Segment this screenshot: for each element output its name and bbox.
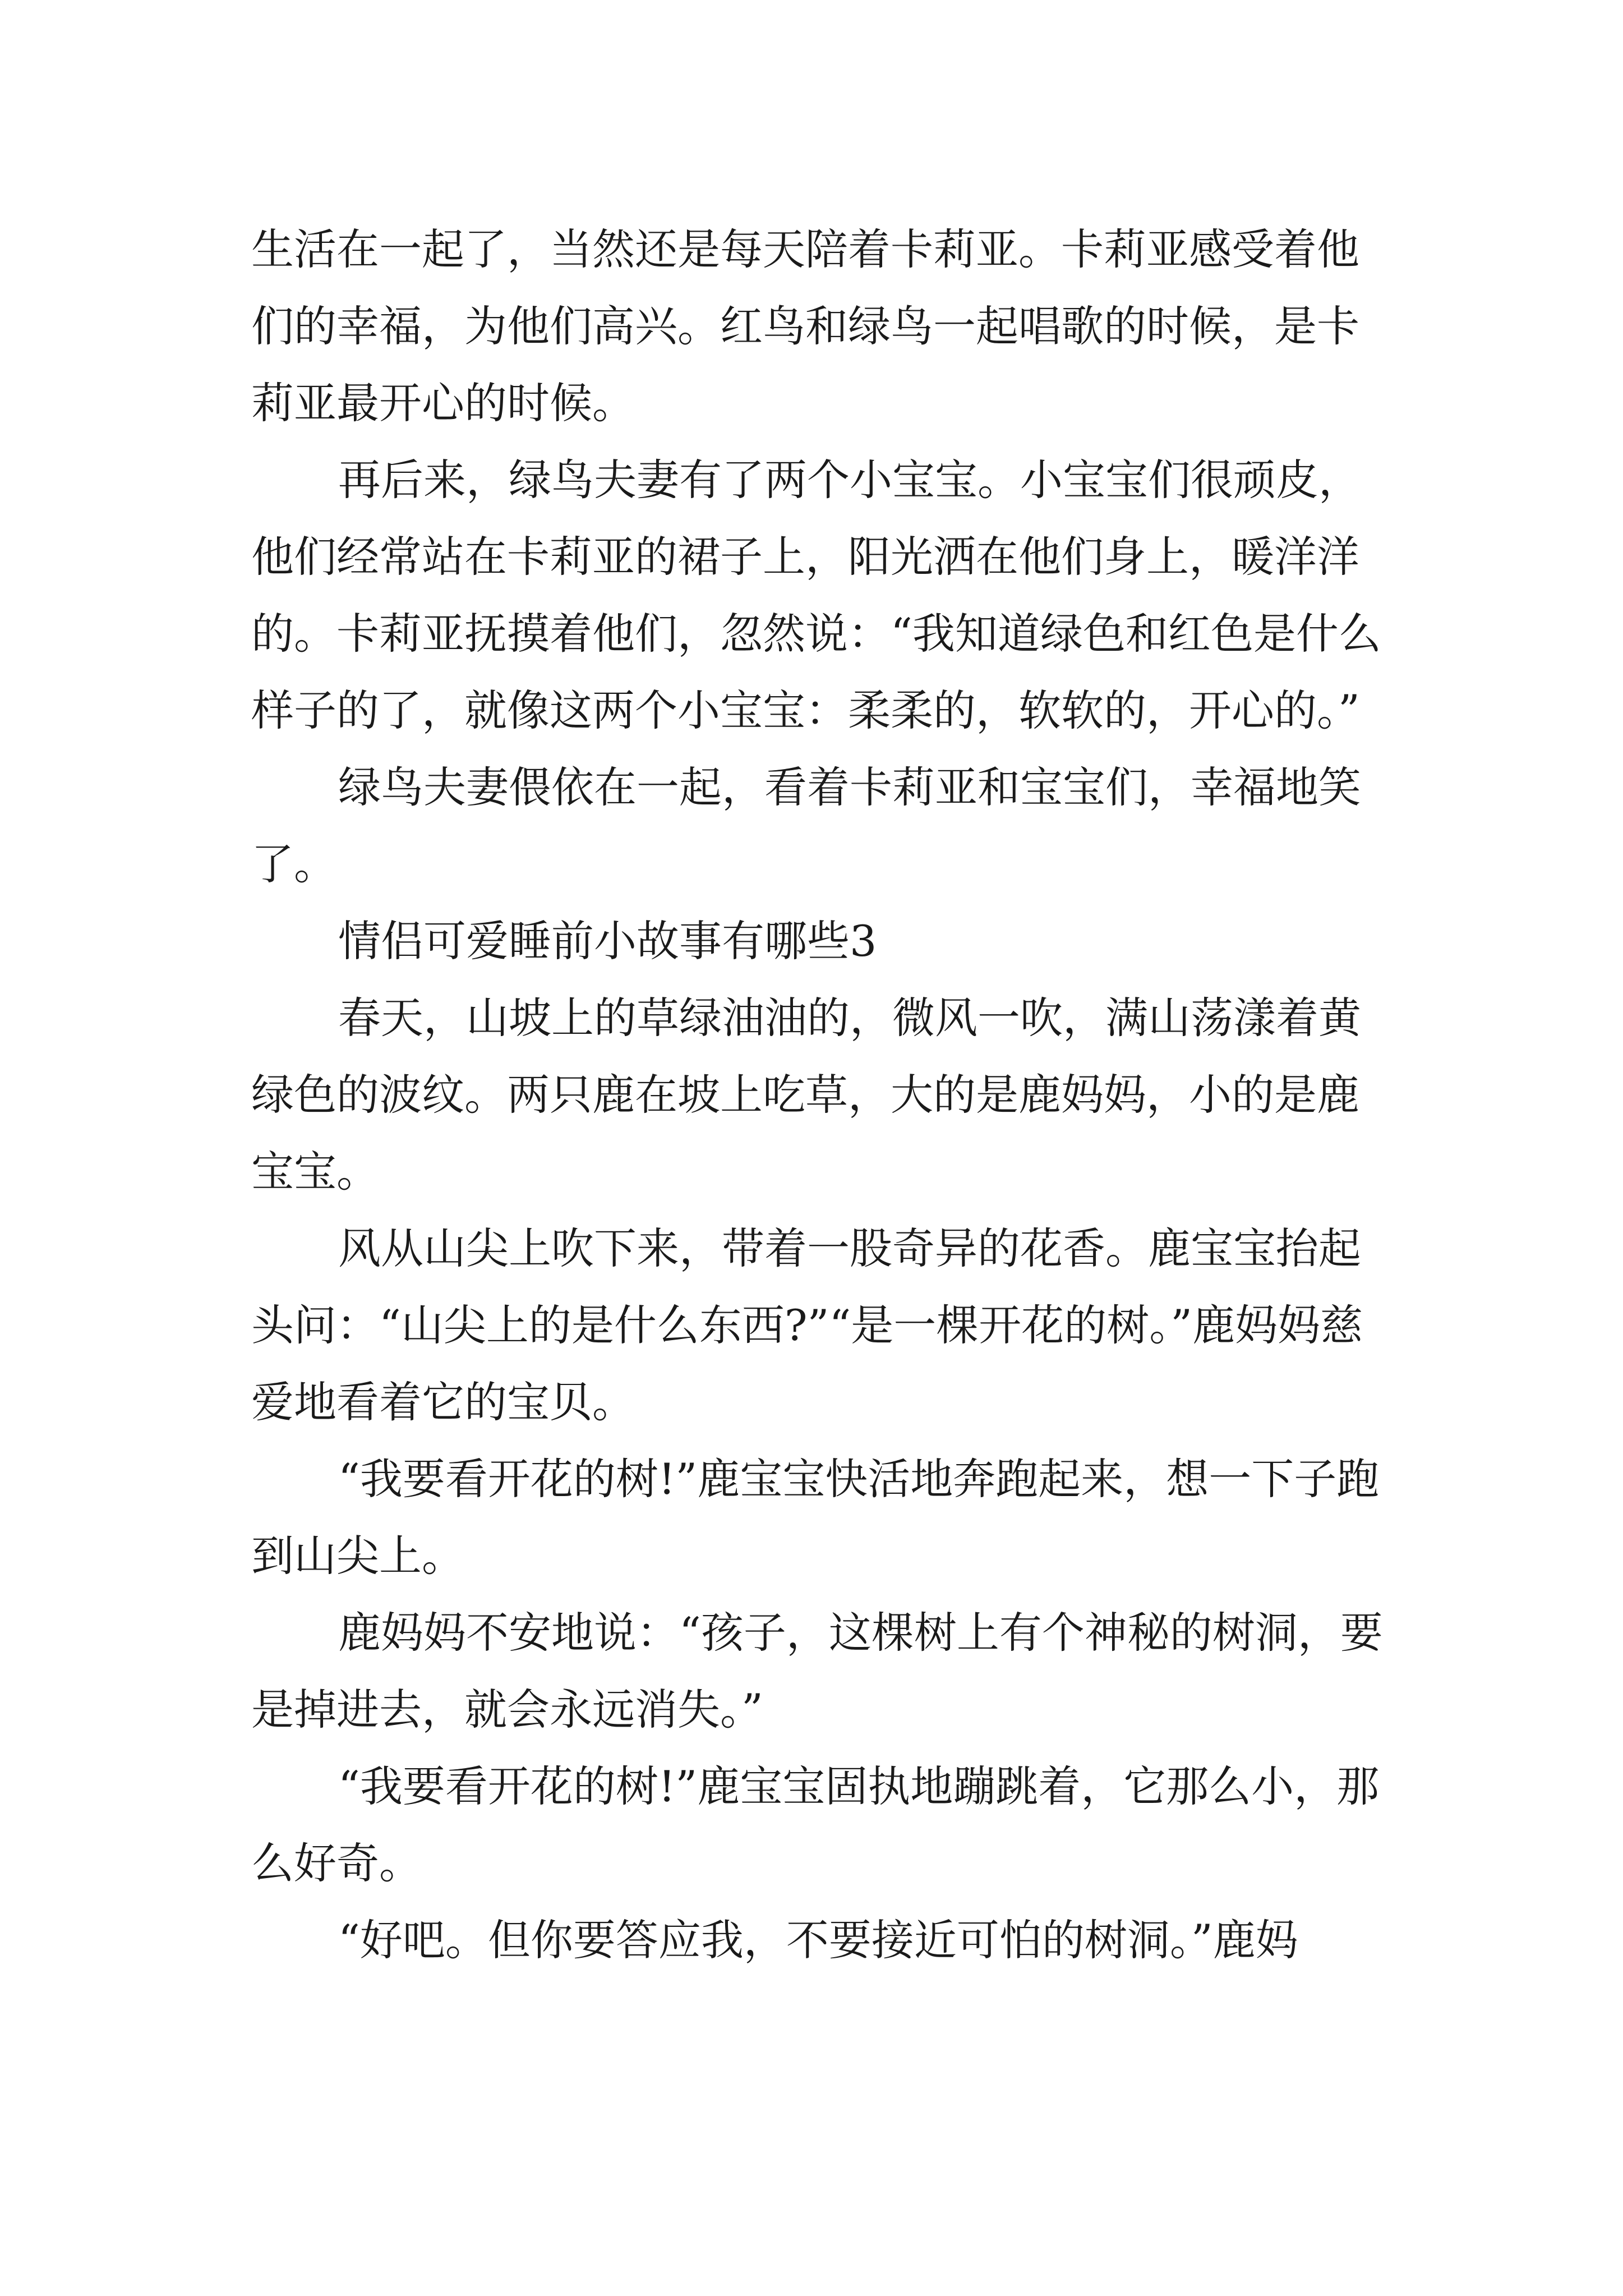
paragraph-9: “好吧。但你要答应我，不要接近可怕的树洞。”鹿妈 [338, 1915, 1298, 1965]
paragraph-6: “我要看开花的树!”鹿宝宝快活地奔跑起来，想一下子跑到山尖上。 [251, 1454, 1380, 1581]
paragraph-2: 再后来，绿鸟夫妻有了两个小宝宝。小宝宝们很顽皮，他们经常站在卡莉亚的裙子上，阳光洒在他们身上，暖洋洋的。卡莉亚抚摸着他们，忽然说：“我知道绿色和红色是什么样子的了，就像这两个小宝宝：柔柔的，软软的，开心的。” [251, 455, 1381, 735]
document-body [251, 211, 1384, 1978]
paragraph-8: “我要看开花的树!”鹿宝宝固执地蹦跳着，它那么小，那么好奇。 [251, 1761, 1380, 1888]
paragraph-4: 春天，山坡上的草绿油油的，微风一吹，满山荡漾着黄绿色的波纹。两只鹿在坡上吃草，大的是鹿妈妈，小的是鹿宝宝。 [251, 993, 1361, 1197]
paragraph-7: 鹿妈妈不安地说：“孩子，这棵树上有个神秘的树洞，要是掉进去，就会永远消失。” [251, 1608, 1383, 1734]
paragraph-1: 生活在一起了，当然还是每天陪着卡莉亚。卡莉亚感受着他们的幸福，为他们高兴。红鸟和绿鸟一起唱歌的时候，是卡莉亚最开心的时候。 [251, 224, 1359, 428]
paragraph-3: 绿鸟夫妻偎依在一起，看着卡莉亚和宝宝们，幸福地笑了。 [251, 762, 1361, 889]
section-heading: 情侣可爱睡前小故事有哪些3 [338, 916, 877, 966]
paragraph-5: 风从山尖上吹下来，带着一股奇异的花香。鹿宝宝抬起头问：“山尖上的是什么东西?”“是一棵开花的树。”鹿妈妈慈爱地看着它的宝贝。 [251, 1223, 1363, 1427]
